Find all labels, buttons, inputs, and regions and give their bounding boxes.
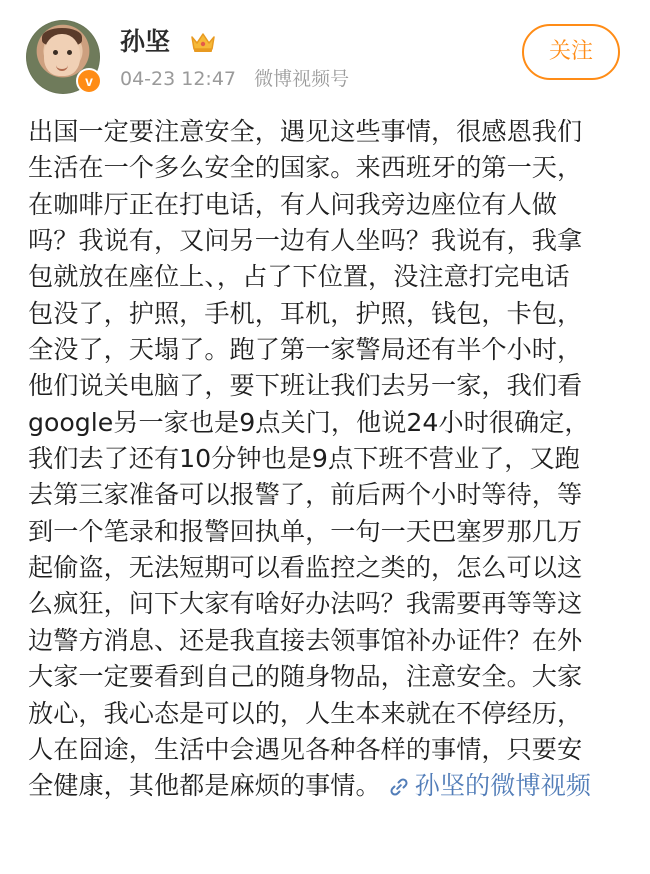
- source-link-text[interactable]: 孙坚的微博视频: [414, 771, 591, 801]
- link-icon: [389, 777, 409, 797]
- post-line: google另一家也是9点关门，他说24小时很确定，: [28, 407, 590, 437]
- post-line: 起偷盗，无法短期可以看监控之类的，怎么可以这: [28, 553, 583, 583]
- source-link[interactable]: [389, 771, 591, 800]
- post-line: 出国一定要注意安全，遇见这些事情，很感恩我们: [28, 117, 583, 146]
- post-line: 包就放在座位上、，占了下位置，没注意打完电话: [28, 262, 570, 292]
- post-meta: [120, 66, 349, 92]
- post-line: 包没了，护照，手机，耳机，护照，钱包，卡包，: [28, 298, 583, 328]
- post-line: 吗？我说有，又问另一边有人坐吗？我说有，我拿: [28, 226, 583, 256]
- vip-crown-icon: [190, 31, 216, 53]
- post-line: 在咖啡厅正在打电话，有人问我旁边座位有人做: [28, 189, 557, 219]
- post-line: 去第三家准备可以报警了，前后两个小时等待，等: [28, 480, 583, 510]
- author-name[interactable]: 孙坚: [120, 27, 171, 56]
- post-last-line-text: 全健康，其他都是麻烦的事情。: [28, 771, 381, 801]
- post-line: 我们去了还有10分钟也是9点下班不营业了，又跑: [28, 444, 580, 474]
- follow-button[interactable]: 关注: [522, 24, 620, 80]
- post-line: 么疯狂，问下大家有啥好办法吗？我需要再等等这: [28, 589, 583, 619]
- avatar-eye-right: [67, 50, 72, 55]
- post-line: 大家一定要看到自己的随身物品，注意安全。大家: [28, 662, 583, 692]
- post-line: 全没了，天塌了。跑了第一家警局还有半个小时，: [28, 335, 583, 365]
- post-time: 04-23 12:47: [120, 68, 237, 90]
- post-line: 放心，我心态是可以的，人生本来就在不停经历，: [28, 698, 583, 728]
- post-line: 他们说关电脑了，要下班让我们去另一家，我们看: [28, 371, 583, 401]
- post-line: 人在囧途，生活中会遇见各种各样的事情，只要安: [28, 734, 583, 764]
- post-header: [0, 0, 650, 110]
- post-last-line: [28, 768, 628, 804]
- post-line: 到一个笔录和报警回执单，一句一天巴塞罗那几万: [28, 516, 583, 546]
- post-line: 边警方消息、还是我直接去领事馆补办证件？在外: [28, 625, 583, 655]
- post-body: [28, 114, 628, 805]
- post-source[interactable]: 微博视频号: [254, 68, 350, 90]
- verified-v-icon: v: [76, 68, 102, 94]
- post-line: 生活在一个多么安全的国家。来西班牙的第一天，: [28, 153, 583, 183]
- avatar-eye-left: [53, 50, 58, 55]
